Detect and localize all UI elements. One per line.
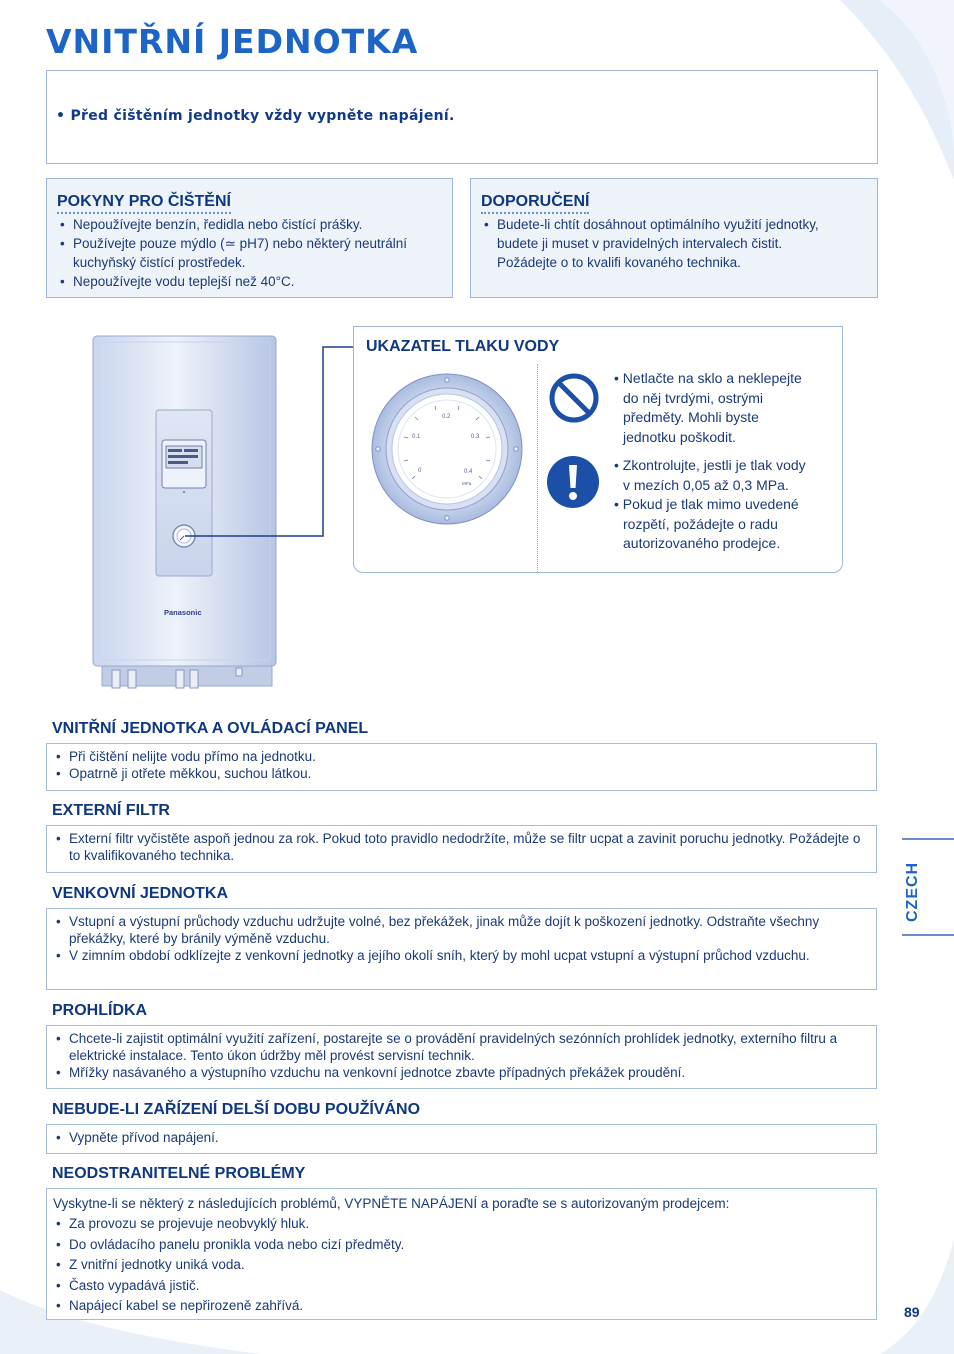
list-item: • Opatrně ji otřete měkkou, suchou látkou. <box>53 765 870 782</box>
line-text: Pokud je tlak mimo uvedené <box>622 496 799 512</box>
list-item: • Do ovládacího panelu pronikla voda nebo cizí předměty. <box>53 1235 870 1256</box>
warning-message: Před čištěním jednotky vždy vypněte napájení. <box>70 108 455 124</box>
list-item-text: pH7) nebo některý neutrální <box>235 236 408 251</box>
line-text: Zkontrolujte, jestli je tlak vody <box>622 457 806 473</box>
warning-text: • Před čištěním jednotky vždy vypněte napájení. <box>56 108 455 124</box>
list-item: • Napájecí kabel se nepřirozeně zahřívá. <box>53 1296 870 1317</box>
page-number: 89 <box>904 1304 920 1320</box>
filter-heading: EXTERNÍ FILTR <box>52 802 170 819</box>
list-item: • Při čištění nelijte vodu přímo na jednotku. <box>53 748 870 765</box>
pressure-gauge-dial <box>370 372 524 526</box>
outdoor-list <box>53 913 870 964</box>
text-line: jednotku poškodit. <box>623 428 736 445</box>
brand-logo: Panasonic <box>164 608 202 617</box>
prohibition-icon <box>548 372 600 424</box>
filter-box <box>46 825 877 873</box>
list-item: • Nepoužívejte benzín, ředidla nebo čistící prášky. <box>57 215 444 234</box>
prohibition-text <box>614 369 802 447</box>
dial-unit: MPa <box>462 481 472 486</box>
problems-heading: NEODSTRANITELNÉ PROBLÉMY <box>52 1165 306 1182</box>
cleaning-heading: POKYNY PRO ČIŠTĚNÍ <box>57 193 231 214</box>
recommendation-heading: DOPORUČENÍ <box>481 193 589 214</box>
cleaning-panel <box>46 178 453 298</box>
list-item-text: Používejte pouze mýdlo ( <box>73 236 225 251</box>
unused-box <box>46 1124 877 1154</box>
list-item: • Mřížky nasávaného a výstupního vzduchu na venkovní jednotce zbavte případných překážek proudění. <box>53 1064 870 1081</box>
page-title: VNITŘNÍ JEDNOTKA <box>46 22 419 61</box>
text-line: • Netlačte na sklo a neklepejte <box>614 370 802 386</box>
recommendation-panel <box>470 178 878 298</box>
line-text: Budete-li chtít dosáhnout optimálního využití jednotky, <box>497 217 819 232</box>
unused-heading: NEBUDE-LI ZAŘÍZENÍ DELŠÍ DOBU POUŽÍVÁNO <box>52 1101 421 1118</box>
list-item <box>481 215 869 272</box>
cleaning-list <box>57 215 444 291</box>
recommendation-list <box>481 215 869 272</box>
indoor-box <box>46 743 877 791</box>
dial-label: 0.3 <box>471 434 480 440</box>
dial-label: 0 <box>418 468 422 474</box>
list-item: • Externí filtr vyčistěte aspoň jednou za rok. Pokud toto pravidlo nedodržíte, může se filtr ucpat a zavinit poruchu jednotky. Požádejte o to kvalifikovaného technika. <box>53 830 870 864</box>
line-text: Požádejte o to kvalifi kovaného technika. <box>497 255 741 270</box>
text-line: autorizovaného prodejce. <box>623 535 781 551</box>
inspection-list <box>53 1030 870 1081</box>
language-tab: CZECH <box>904 861 921 922</box>
indoor-list <box>53 748 870 782</box>
check-pressure-text <box>614 456 806 554</box>
dial-label: 0.1 <box>412 434 421 440</box>
list-item: • Z vnitřní jednotky uniká voda. <box>53 1255 870 1276</box>
panel-divider <box>537 364 538 572</box>
text-line: • Pokud je tlak mimo uvedené <box>614 496 799 512</box>
list-item: • Vstupní a výstupní průchody vzduchu udržujte volné, bez překážek, jinak může dojít k poškození jednotky. Odstraňte všechny překážky, které by bránily výměně vzduchu. <box>53 913 870 947</box>
list-item: • Chcete-li zajistit optimální využití zařízení, postarejte se o provádění pravidelných sezónních prohlídek jednotky, externího filtru a elektrické instalace. Tento úkon údržby měl provést servisní technik. <box>53 1030 870 1064</box>
text-line: do něj tvrdými, ostrými <box>623 389 764 406</box>
filter-list <box>53 830 870 864</box>
indoor-heading: VNITŘNÍ JEDNOTKA A OVLÁDACÍ PANEL <box>52 720 369 737</box>
problems-list <box>53 1214 870 1317</box>
problems-intro: Vyskytne-li se některý z následujících problémů, VYPNĚTE NAPÁJENÍ a poraďte se s autorizovaným prodejcem: <box>53 1196 730 1211</box>
text-line: v mezích 0,05 až 0,3 MPa. <box>623 476 789 493</box>
outdoor-box <box>46 908 877 990</box>
unused-list <box>53 1129 870 1146</box>
list-item-text: kuchyňský čistící prostředek. <box>73 255 246 270</box>
line-text: Netlačte na sklo a neklepejte <box>622 370 802 386</box>
outdoor-heading: VENKOVNÍ JEDNOTKA <box>52 885 229 902</box>
line-text: budete ji muset v pravidelných intervalech čistit. <box>497 236 783 251</box>
inspection-box <box>46 1025 877 1089</box>
dial-label: 0.4 <box>464 469 473 475</box>
wave-icon: ≃ <box>224 236 236 251</box>
problems-box <box>46 1188 877 1320</box>
list-item: • Často vypadává jistič. <box>53 1276 870 1297</box>
exclamation-icon <box>546 455 600 509</box>
pressure-gauge-heading: UKAZATEL TLAKU VODY <box>366 338 560 355</box>
list-item <box>57 234 444 272</box>
dial-label: 0.2 <box>442 414 451 420</box>
leader-line <box>185 340 360 540</box>
list-item: • Nepoužívejte vodu teplejší než 40°C. <box>57 272 444 291</box>
list-item: • V zimním období odklízejte z venkovní jednotky a jejího okolí sníh, který by mohl ucpat vstupní a výstupní průchod vzduchu. <box>53 947 870 964</box>
list-item: • Za provozu se projevuje neobvyklý hluk. <box>53 1214 870 1235</box>
inspection-heading: PROHLÍDKA <box>52 1002 148 1019</box>
text-line: • Zkontrolujte, jestli je tlak vody <box>614 457 806 473</box>
text-line: rozpětí, požádejte o radu <box>623 515 778 532</box>
list-item: • Vypněte přívod napájení. <box>53 1129 870 1146</box>
text-line: předměty. Mohli byste <box>623 409 759 425</box>
